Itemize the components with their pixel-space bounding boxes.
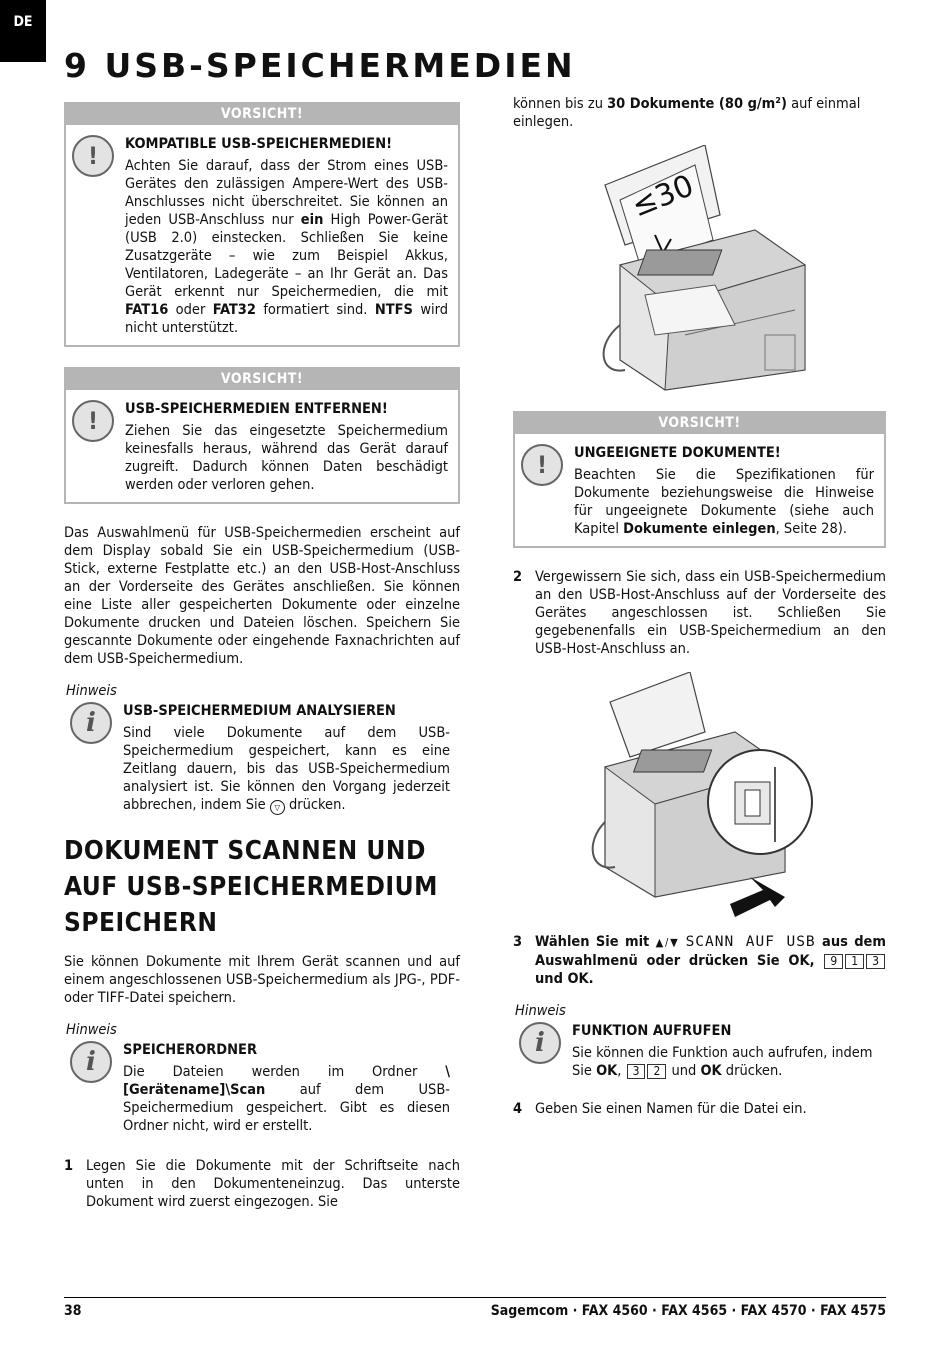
step-text: Vergewissern Sie sich, dass ein USB-Speichermedium an den USB-Host-Anschluss auf der Vorderseite des Gerätes angeschlossen ist. Schließen Sie gegebenenfalls ein USB-Speichermedium an den USB-Host-Anschluss an. (535, 569, 886, 657)
navigation-arrows-icon: ▲/▼ (655, 936, 680, 949)
info-icon: i (519, 1022, 561, 1064)
step-text: Geben Sie einen Namen für die Datei ein. (535, 1101, 807, 1117)
step-number: 4 (513, 1101, 523, 1117)
caution-title: KOMPATIBLE USB-SPEICHERMEDIEN! (125, 136, 393, 152)
hint-text: Die Dateien werden im Ordner \[Gerätename]\Scan auf dem USB-Speichermedium gespeichert. Gibt es diesen Ordner nicht, wird er erstellt. (123, 1064, 450, 1134)
right-column (513, 95, 886, 1132)
document-limit-label: ≤30 (626, 168, 699, 225)
keypad-key: 9 (824, 954, 843, 969)
caution-header: VORSICHT! (66, 369, 458, 390)
step-text: Legen Sie die Dokumente mit der Schriftseite nach unten in den Dokumenteneinzug. Das unterste Dokument wird zuerst eingezogen. Sie (86, 1158, 460, 1210)
section-intro: Sie können Dokumente mit Ihrem Gerät scannen und auf einem angeschlossenen USB-Speichermedium als JPG-, PDF- oder TIFF-Datei speichern. (64, 954, 460, 1006)
step-1-continuation: können bis zu 30 Dokumente (80 g/m²) auf einmal einlegen. (513, 96, 861, 130)
fax-usb-port-illustration (585, 672, 815, 917)
step-2 (513, 568, 886, 658)
hint-title: SPEICHERORDNER (123, 1042, 258, 1058)
caution-title: USB-SPEICHERMEDIEN ENTFERNEN! (125, 401, 388, 417)
keypad-key: 1 (845, 954, 864, 969)
step-text: Wählen Sie mit ▲/▼ SCANN AUF USB aus dem Auswahlmenü oder drücken Sie OK, 9 1 3 und OK. (535, 934, 886, 987)
chapter-title: 9 USB-SPEICHERMEDIEN (64, 46, 576, 85)
caution-title: UNGEEIGNETE DOKUMENTE! (574, 445, 781, 461)
hint-label: Hinweis (66, 683, 117, 699)
stop-key-icon: ▽ (270, 800, 285, 815)
caution-box-remove-media (64, 367, 460, 504)
exclamation-icon: ! (521, 444, 563, 486)
caution-box-unsuitable-documents (513, 411, 886, 548)
hint-text: Sie können die Funktion auch aufrufen, indem Sie OK, 3 2 und OK drücken. (572, 1045, 873, 1079)
hint-title: FUNKTION AUFRUFEN (572, 1023, 732, 1039)
page-number: 38 (64, 1303, 82, 1319)
page-footer (64, 1297, 886, 1319)
section-heading: DOKUMENT SCANNEN UND AUF USB-SPEICHERMEDIUM SPEICHERN (64, 836, 438, 938)
caution-header: VORSICHT! (515, 413, 884, 434)
exclamation-icon: ! (72, 135, 114, 177)
hint-text: Sind viele Dokumente auf dem USB-Speichermedium gespeichert, kann es eine Zeitlang dauern, bis das USB-Speichermedium analysiert ist. Sie können den Vorgang jederzeit abbrechen, indem Sie ▽ drücken. (123, 725, 450, 813)
fax-document-feeder-illustration (585, 145, 815, 395)
language-tab: DE (0, 0, 46, 62)
info-icon: i (70, 1041, 112, 1083)
step-number: 1 (64, 1158, 74, 1174)
product-line: Sagemcom · FAX 4560 · FAX 4565 · FAX 4570 · FAX 4575 (490, 1303, 886, 1319)
hint-title: USB-SPEICHERMEDIUM ANALYSIEREN (123, 703, 396, 719)
hint-box-analyse (64, 682, 460, 815)
hint-label: Hinweis (515, 1003, 566, 1019)
intro-paragraph: Das Auswahlmenü für USB-Speichermedien erscheint auf dem Display sobald Sie ein USB-Speichermedium (USB-Stick, externe Festplatte etc.) an den USB-Host-Anschluss an der Vorderseite des Gerätes anschließen. Sie können eine Liste aller gespeicherten Dokumente oder einzelne Dokumente drucken und Dateien löschen. Speichern Sie gescannte Dokumente oder eingehende Faxnachrichten auf dem USB-Speichermedium. (64, 525, 460, 667)
hint-box-folder (64, 1021, 460, 1135)
hint-box-function (513, 1002, 886, 1080)
caution-text: Achten Sie darauf, dass der Strom eines USB-Gerätes den zulässigen Ampere-Wert des USB-Anschlusses nicht überschreitet. Sie können an jeden USB-Anschluss nur ein High Power-Gerät (USB 2.0) einstecken. Schließen Sie keine Zusatzgeräte – wie zum Beispiel Akkus, Ventilatoren, Ladegeräte – an Ihr Gerät an. Das Gerät erkennt nur Speichermedien, die mit FAT16 oder FAT32 formatiert sind. NTFS wird nicht unterstützt. (125, 158, 449, 336)
caution-header: VORSICHT! (66, 104, 458, 125)
left-column (64, 102, 460, 1225)
keypad-key: 2 (647, 1064, 666, 1079)
step-4 (513, 1100, 886, 1118)
step-number: 2 (513, 569, 523, 585)
keypad-key: 3 (627, 1064, 646, 1079)
caution-text: Beachten Sie die Spezifikationen für Dokumente beziehungsweise die Hinweise für ungeeignete Dokumente (siehe auch Kapitel Dokumente einlegen, Seite 28). (574, 467, 874, 537)
info-icon: i (70, 702, 112, 744)
keypad-key: 3 (866, 954, 885, 969)
step-1 (64, 1157, 460, 1211)
display-text: SCANN AUF USB (685, 934, 816, 950)
exclamation-icon: ! (72, 400, 114, 442)
caution-text: Ziehen Sie das eingesetzte Speichermedium keinesfalls heraus, während das Gerät darauf zugreift. Dadurch können Daten beschädigt werden oder verloren gehen. (125, 423, 448, 493)
caution-box-compatible-media (64, 102, 460, 347)
step-3 (513, 933, 886, 988)
step-number: 3 (513, 934, 523, 950)
hint-label: Hinweis (66, 1022, 117, 1038)
